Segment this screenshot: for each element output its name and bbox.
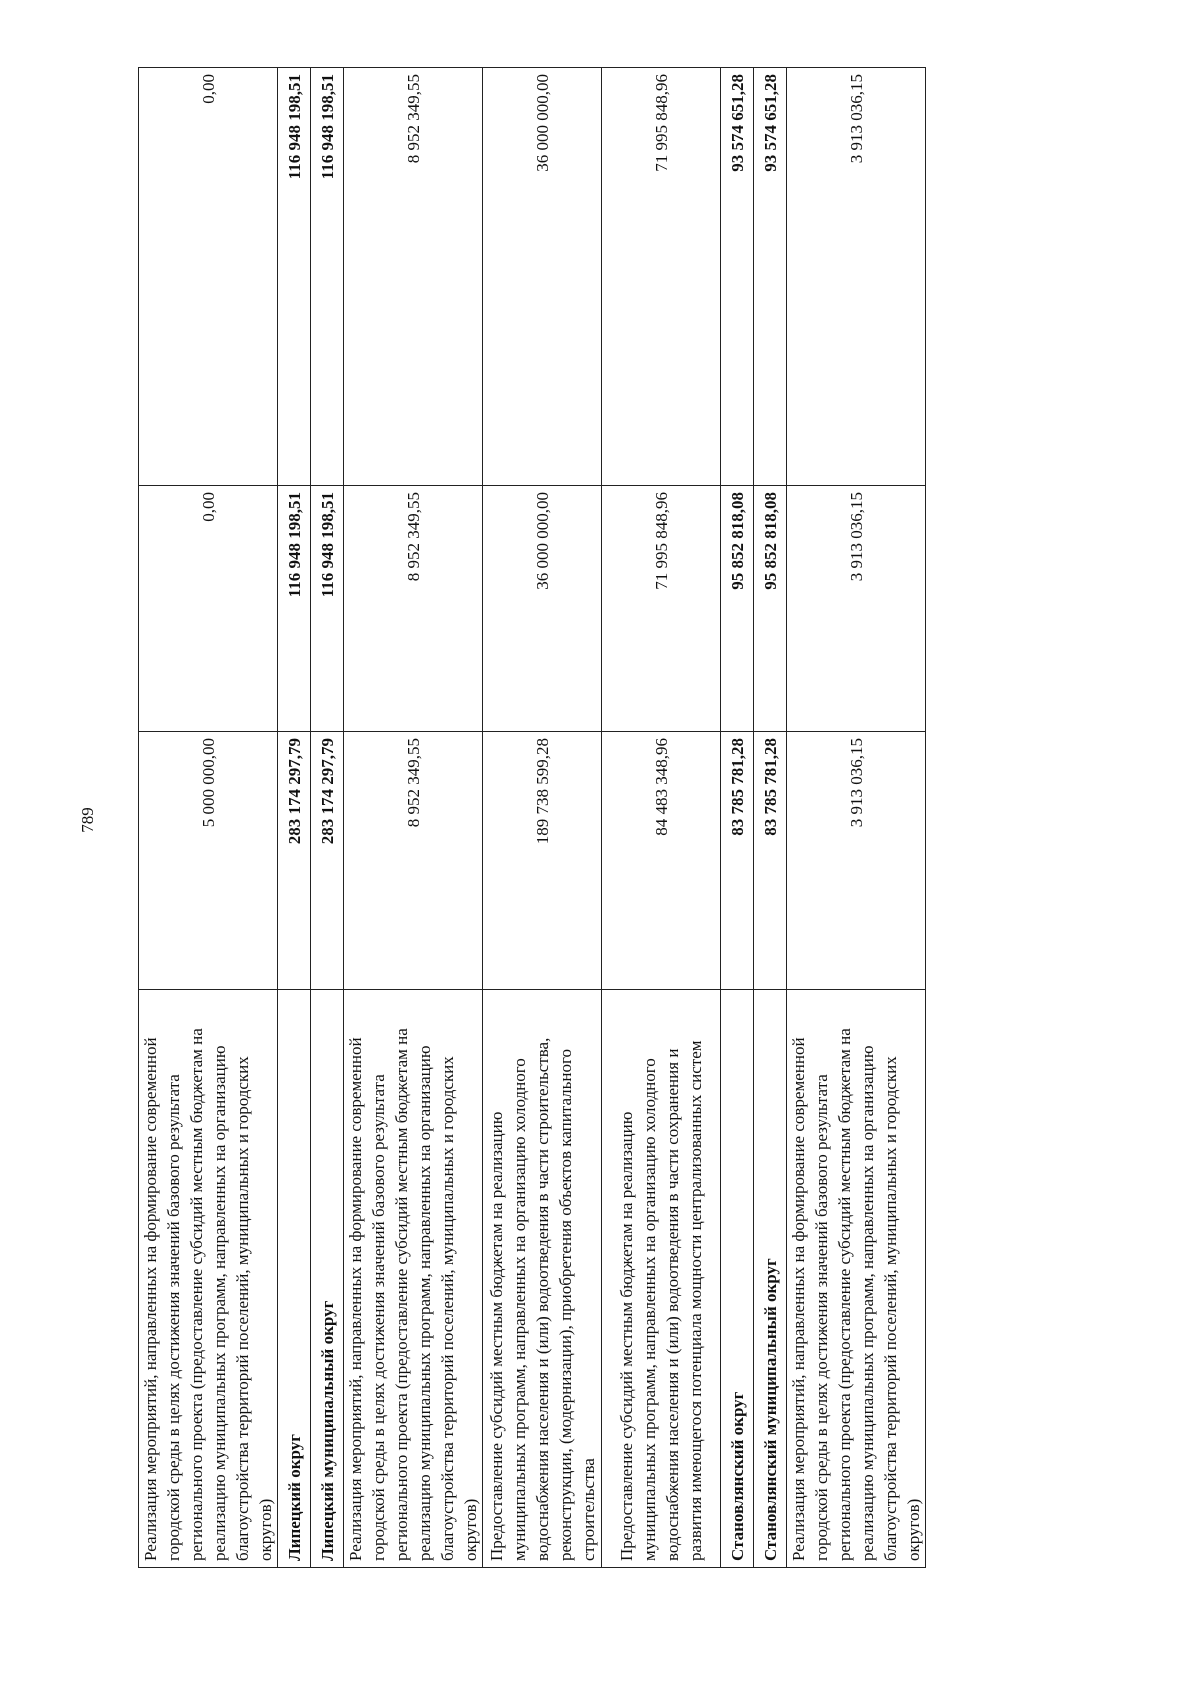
- value-year-3: 8 952 349,55: [344, 68, 483, 486]
- value-year-1: 189 738 599,28: [483, 732, 602, 990]
- value-year-2: 71 995 848,96: [602, 486, 721, 732]
- row-description: Реализация мероприятий, направленных на формирование современной городской среды в целях достижения значений базового результата регионального проекта (предоставление субсидий местным бюджетам на реализацию муниципальных программ, направленных на организацию благоустройства территорий поселений, муниципальных и городских округов): [139, 990, 278, 1568]
- table-row-total: [721, 68, 754, 1568]
- value-year-1: 83 785 781,28: [754, 732, 787, 990]
- row-description: Предоставление субсидий местным бюджетам на реализацию муниципальных программ, направленных на организацию холодного водоснабжения населения и (или) водоотведения в части сохранения и развития имеющегося потенциала мощности централизованных систем: [602, 990, 721, 1568]
- value-year-1: 8 952 349,55: [344, 732, 483, 990]
- value-year-2: 0,00: [139, 486, 278, 732]
- value-year-1: 283 174 297,79: [278, 732, 311, 990]
- table-row-total: [311, 68, 344, 1568]
- table-row-total: [278, 68, 311, 1568]
- value-year-2: 8 952 349,55: [344, 486, 483, 732]
- table-row: [344, 68, 483, 1568]
- value-year-1: 5 000 000,00: [139, 732, 278, 990]
- row-description: Реализация мероприятий, направленных на формирование современной городской среды в целях достижения значений базового результата регионального проекта (предоставление субсидий местным бюджетам на реализацию муниципальных программ, направленных на организацию благоустройства территорий поселений, муниципальных и городских округов): [787, 990, 926, 1568]
- value-year-2: 95 852 818,08: [721, 486, 754, 732]
- value-year-1: 283 174 297,79: [311, 732, 344, 990]
- table-row-total: [754, 68, 787, 1568]
- row-description: Предоставление субсидий местным бюджетам на реализацию муниципальных программ, направленных на организацию холодного водоснабжения населения и (или) водоотведения в части строительства, реконструкции, (модернизации), приобретения объектов капитального строительства: [483, 990, 602, 1568]
- value-year-1: 83 785 781,28: [721, 732, 754, 990]
- row-description: Липецкий округ: [278, 990, 311, 1568]
- value-year-2: 95 852 818,08: [754, 486, 787, 732]
- value-year-3: 93 574 651,28: [721, 68, 754, 486]
- value-year-3: 116 948 198,51: [278, 68, 311, 486]
- value-year-2: 36 000 000,00: [483, 486, 602, 732]
- value-year-1: 3 913 036,15: [787, 732, 926, 990]
- table-row: [602, 68, 721, 1568]
- value-year-2: 3 913 036,15: [787, 486, 926, 732]
- value-year-3: 36 000 000,00: [483, 68, 602, 486]
- table-row: [483, 68, 602, 1568]
- value-year-3: 71 995 848,96: [602, 68, 721, 486]
- budget-table: [138, 67, 926, 1568]
- value-year-2: 116 948 198,51: [311, 486, 344, 732]
- row-description: Становлянский округ: [721, 990, 754, 1568]
- value-year-3: 3 913 036,15: [787, 68, 926, 486]
- row-description: Реализация мероприятий, направленных на формирование современной городской среды в целях достижения значений базового результата регионального проекта (предоставление субсидий местным бюджетам на реализацию муниципальных программ, направленных на организацию благоустройства территорий поселений, муниципальных и городских округов): [344, 990, 483, 1568]
- row-description: Липецкий муниципальный округ: [311, 990, 344, 1568]
- row-description: Становлянский муниципальный округ: [754, 990, 787, 1568]
- value-year-3: 116 948 198,51: [311, 68, 344, 486]
- table-row: [787, 68, 926, 1568]
- value-year-3: 93 574 651,28: [754, 68, 787, 486]
- page-number: 789: [78, 807, 97, 833]
- table-row: [139, 68, 278, 1568]
- value-year-3: 0,00: [139, 68, 278, 486]
- value-year-2: 116 948 198,51: [278, 486, 311, 732]
- value-year-1: 84 483 348,96: [602, 732, 721, 990]
- rotated-table-wrapper: [138, 68, 926, 1568]
